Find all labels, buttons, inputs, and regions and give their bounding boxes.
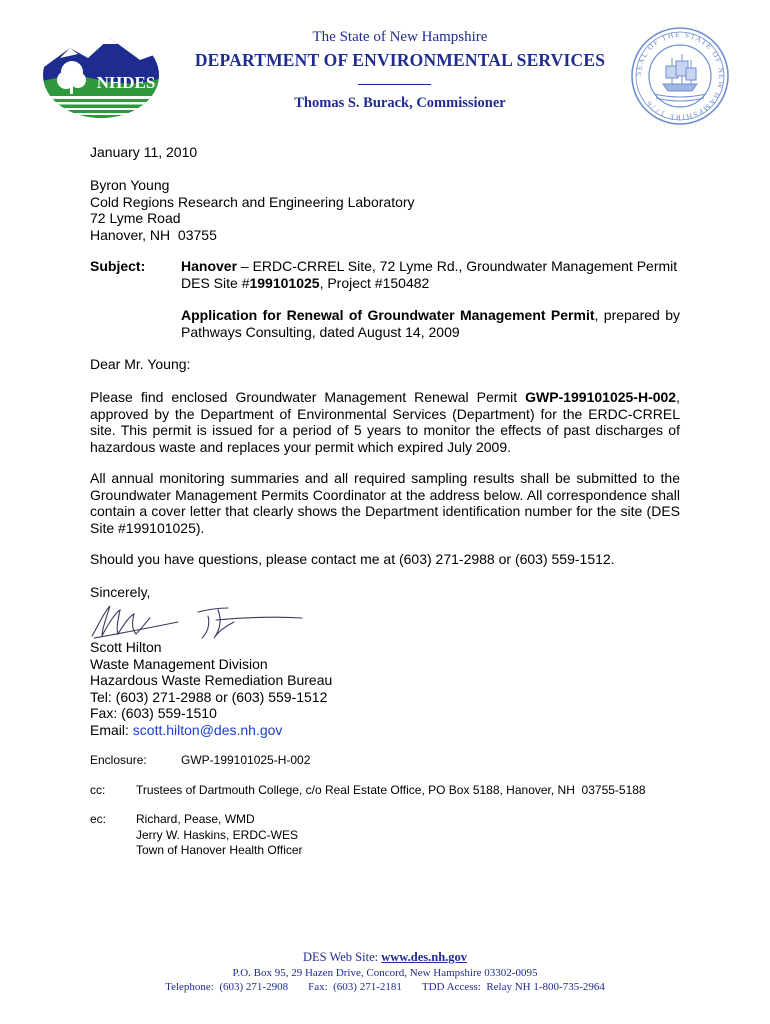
paragraph-2: All annual monitoring summaries and all required sampling results shall be submitted to the Groundwater Management Permits Coordinator at the address below. All correspondence shall contain a cover letter that clearly shows the Department identification number for the site (DES Site #199101025). (90, 470, 680, 536)
subject-line-1 (181, 258, 681, 275)
subject-application (181, 307, 680, 340)
recipient-name: Byron Young (90, 177, 170, 193)
subject-line-2 (181, 275, 681, 292)
letterhead-divider (358, 84, 431, 85)
signer-email-link[interactable]: scott.hilton@des.nh.gov (132, 721, 283, 738)
nhdes-logo (40, 30, 162, 120)
subject-site-prefix: DES Site # (181, 274, 250, 291)
ec-label: ec: (90, 812, 107, 826)
recipient-street: 72 Lyme Road (90, 210, 181, 226)
footer-address: P.O. Box 95, 29 Hazen Drive, Concord, New Hampshire 03302-0095 (232, 967, 538, 979)
footer-website-link[interactable]: www.des.nh.gov (381, 950, 468, 964)
subject-town: Hanover (181, 258, 238, 274)
subject-application-title: Application for Renewal of Groundwater Management Permit (181, 307, 595, 323)
subject-line-1-rest: – ERDC-CRREL Site, 72 Lyme Rd., Groundwater Management Permit (237, 258, 678, 274)
svg-text:SEAL OF THE STATE OF NEW HAMPS: SEAL OF THE STATE OF NEW HAMPSHIRE 1776 (633, 29, 727, 123)
signer-division: Waste Management Division (90, 655, 268, 672)
permit-number: GWP-199101025-H-002 (525, 389, 677, 405)
footer-website-label: DES Web Site: (302, 950, 382, 964)
enclosure-label: Enclosure: (90, 753, 147, 767)
footer-contacts (0, 981, 770, 993)
subject-site-number: 199101025 (249, 274, 320, 291)
paragraph-1-pre: Please find enclosed Groundwater Management Renewal Permit (90, 389, 526, 405)
cc-label: cc: (90, 783, 106, 797)
signature (88, 598, 308, 642)
cc-value: Trustees of Dartmouth College, c/o Real Estate Office, PO Box 5188, Hanover, NH 03755-5188 (136, 783, 646, 797)
subject-application-rest: , prepared by Pathways Consulting, dated August 14, 2009 (181, 307, 680, 340)
footer-fax: Fax: (603) 271-2181 (308, 981, 402, 993)
letterhead-department: DEPARTMENT OF ENVIRONMENTAL SERVICES (194, 50, 606, 70)
footer-website (0, 950, 770, 965)
subject-label: Subject: (90, 258, 146, 274)
signer-name: Scott Hilton (90, 639, 162, 655)
subject-project: , Project #150482 (319, 274, 430, 291)
ec-item: Jerry W. Haskins, ERDC-WES (136, 827, 299, 842)
logo-text: NHDES (96, 73, 156, 92)
enclosure-value: GWP-199101025-H-002 (181, 753, 311, 767)
letter-date: January 11, 2010 (90, 144, 198, 160)
paragraph-1-post: , approved by the Department of Environmental Services (Department) for the ERDC-CRREL site. This permit is issued for a period of 5 years to monitor the effects of past discharges of hazardous waste and replaces your permit which expired July 2009. (90, 389, 680, 455)
signer-fax: Fax: (603) 559-1510 (90, 705, 217, 721)
letterhead-state: The State of New Hampshire (312, 29, 488, 45)
ec-item: Town of Hanover Health Officer (136, 843, 303, 857)
footer-telephone: Telephone: (603) 271-2908 (165, 981, 289, 993)
salutation: Dear Mr. Young: (90, 356, 191, 372)
ec-item: Richard, Pease, WMD (136, 812, 255, 826)
paragraph-1 (90, 389, 680, 455)
recipient-city: Hanover, NH 03755 (90, 226, 217, 243)
state-seal (630, 26, 730, 126)
signer-tel: Tel: (603) 271-2988 or (603) 559-1512 (90, 688, 328, 705)
signer-email (90, 722, 282, 739)
footer-tdd: TDD Access: Relay NH 1-800-735-2964 (421, 981, 605, 993)
paragraph-3: Should you have questions, please contact me at (603) 271-2988 or (603) 559-1512. (90, 551, 615, 567)
letterhead-commissioner: Thomas S. Burack, Commissioner (294, 95, 506, 111)
recipient-org: Cold Regions Research and Engineering Laboratory (90, 193, 415, 210)
closing: Sincerely, (90, 584, 151, 600)
signer-bureau: Hazardous Waste Remediation Bureau (90, 672, 333, 688)
signer-email-label: Email: (90, 721, 133, 738)
